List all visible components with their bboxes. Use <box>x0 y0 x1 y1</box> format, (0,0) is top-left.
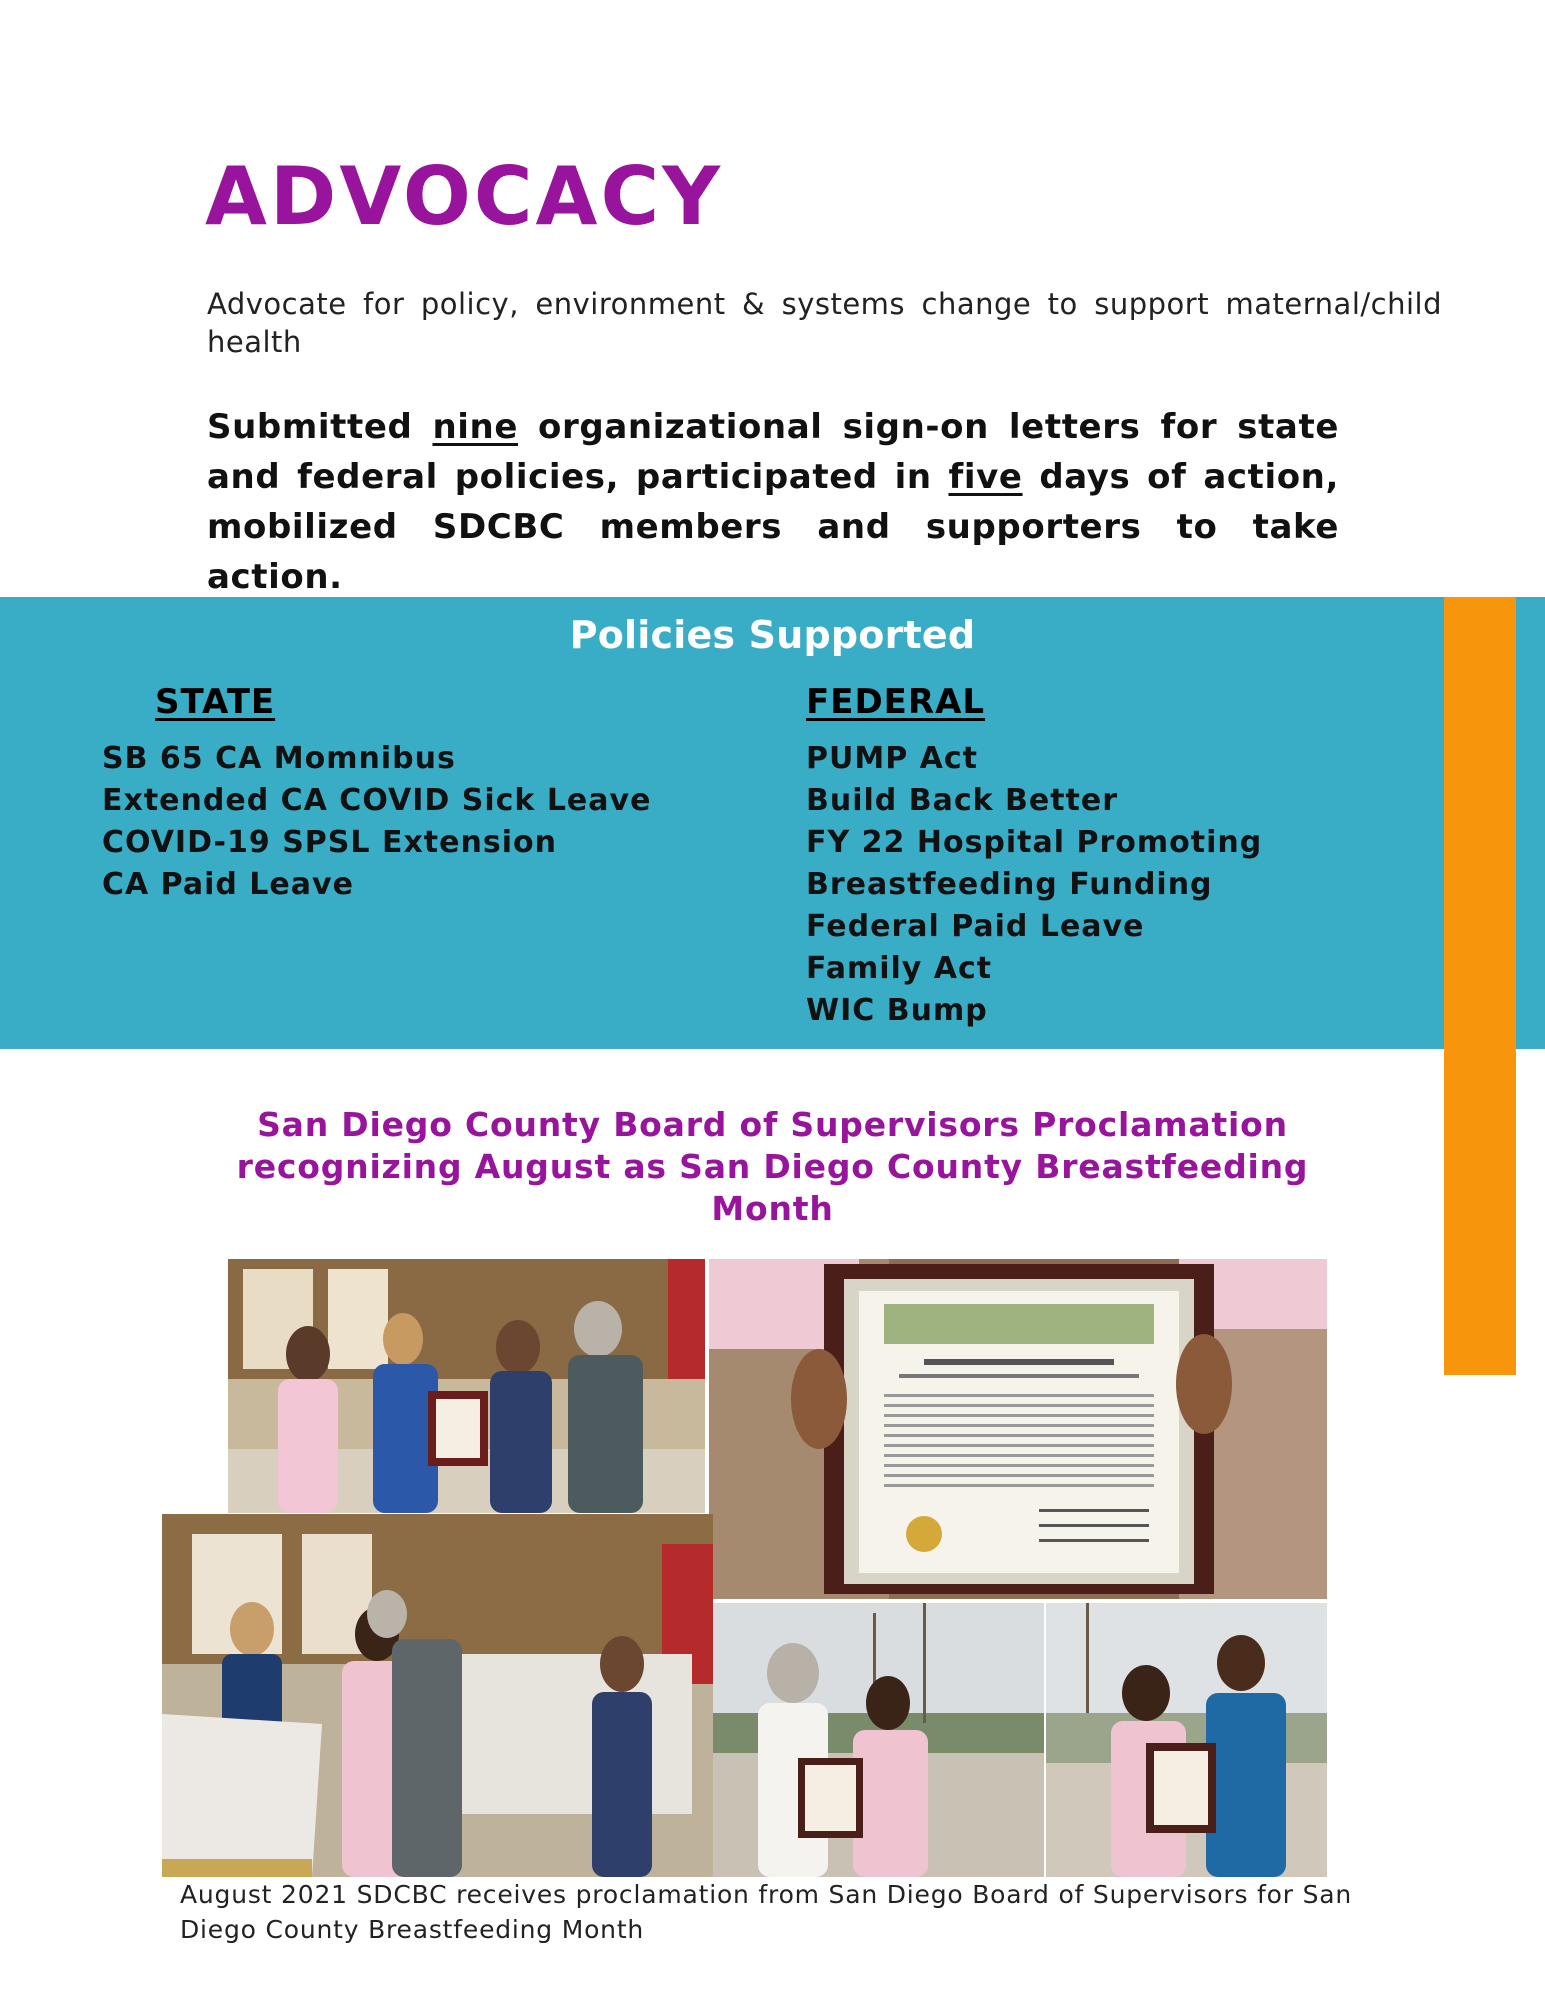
photo-proclamation-closeup <box>709 1259 1327 1599</box>
state-policy-list <box>102 738 651 906</box>
summary-count-days: five <box>948 457 1023 497</box>
summary-text <box>207 402 1339 602</box>
federal-policy-item: Family Act <box>806 951 993 986</box>
summary-part-2: organizational sign-on letters for state and federal policies, participated in <box>207 407 1339 497</box>
state-policy-item: Extended CA COVID Sick Leave <box>102 783 652 818</box>
proclamation-title: San Diego County Board of Supervisors Proclamation recognizing August as San Diego County Breastfeeding Month <box>236 1105 1309 1228</box>
photo-caption: August 2021 SDCBC receives proclamation from San Diego Board of Supervisors for San Diego County Breastfeeding Month <box>180 1880 1353 1944</box>
state-policy-item: COVID-19 SPSL Extension <box>102 825 557 860</box>
policies-title: Policies Supported <box>569 613 976 657</box>
summary-count-letters: nine <box>432 407 518 447</box>
photo-speaker-podium <box>162 1514 713 1877</box>
page-title: ADVOCACY <box>205 150 724 243</box>
state-heading: STATE <box>155 682 276 722</box>
federal-policy-item: WIC Bump <box>806 993 988 1028</box>
orange-accent-bar <box>1444 597 1516 1375</box>
federal-policy-item: Build Back Better <box>806 783 1119 818</box>
federal-policy-item: FY 22 Hospital Promoting <box>806 825 1263 860</box>
federal-policy-item: PUMP Act <box>806 741 978 776</box>
federal-policy-item: Breastfeeding Funding <box>806 867 1213 902</box>
summary-part-1: Submitted <box>207 407 433 447</box>
photo-group-chamber <box>228 1259 705 1513</box>
state-policy-item: CA Paid Leave <box>102 867 354 902</box>
summary-part-3: days of action, mobilized SDCBC members and supporters to take action. <box>207 457 1340 597</box>
photo-outdoor-pair <box>1046 1603 1327 1877</box>
federal-heading: FEDERAL <box>806 682 986 722</box>
federal-policy-item: Federal Paid Leave <box>806 909 1145 944</box>
state-policy-item: SB 65 CA Momnibus <box>102 741 456 776</box>
federal-policy-list <box>806 738 1262 1032</box>
intro-text: Advocate for policy, environment & systems change to support maternal/child health <box>207 287 1442 359</box>
photo-harbor-pair <box>713 1603 1044 1877</box>
